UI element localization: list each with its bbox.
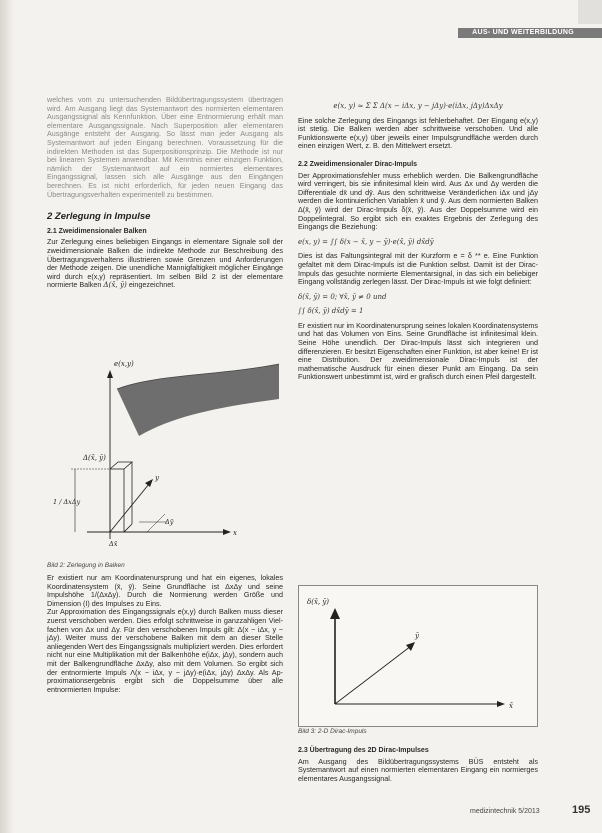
subsection-title-2-1: 2.1 Zweidimensionaler Balken: [47, 227, 147, 235]
height-label: 1 / ΔxΔy: [53, 498, 81, 506]
corner-tab: [578, 0, 602, 24]
y-axis-label: ȳ: [415, 632, 419, 640]
balken-symbol: Δ(x̄, ȳ): [103, 280, 127, 290]
right-column-lower: [298, 744, 538, 783]
x-axis-label: x: [233, 529, 237, 537]
z-axis-arrow: [107, 370, 113, 378]
right-paragraph-3: Dies ist das Faltungsintegral mit der Kurzform e = δ ** e. Eine Funktion gefaltet mit dem Dirac-Impuls ist die Funktion selbst. Damit ist der Dirac-Impuls das gesuchte normierte Elementarsignal, in das sich ein beliebiger Eingang vollständig zerlegen lässt. Der Dirac-Impuls ist wie folgt definiert:: [298, 251, 538, 287]
dirac-label: δ(x̄, ȳ): [307, 598, 330, 606]
balken-label: Δ(x̄, ȳ): [83, 454, 106, 462]
surface-label: e(x,y): [114, 360, 134, 368]
x-axis-label: x̄: [509, 702, 513, 710]
left-paragraph-2-text: Zur Zerlegung eines beliebigen Eingangs in elementare Signale soll der zweidimensionale Balken die indirekte Methode zur Beschreibung des Übertragungsverhaltens illustrieren sowie Grenzen und Anforderungen der Methode zeigen. Die unendliche Mannigfaltigkeit möglicher Eingänge wird durch e(x,y) repräsentiert. Im selben Bild 2 ist der elementare normierte Balken: [47, 237, 283, 290]
left-paragraph-3: Er existiert nur am Koordinatenursprung und hat ein eigenes, lokales Koordinatensystem (x̄, ȳ). Seine Grundfläche ist ΔxΔy und seine Impulshöhe 1/(ΔxΔy). Durch die Normierung werden Größe und Dimension (I) des Impulses zu Eins.: [47, 573, 283, 608]
left-paragraph-2-tail: eingezeichnet.: [128, 280, 176, 290]
left-paragraph-1: welches vom zu untersuchenden Bildübertragungssystem übertragen wird. Am Ausgang liegt das Systemantwort des normierten elementaren Ausgangssignal als Kennfunktion. Über eine Entnormierung erhält man elementare Ausgangssignale. Nach Superposition aller elementaren Ausgänge entsteht der Ausgang. So lässt man jeder Ausgang als Systemantwort auf jeden Eingang berechnen. Voraussetzung für die indirekten Methoden ist das Superpositionsprinzip. Die Methode ist nur bei linearen Systemen anwendbar. Mit Kenntnis einer einzigen Funktion, nämlich der Systemantwort auf ein normiertes elementares Eingangssignal, lassen sich alle Ausgänge aus den Eingängen berechnen. Es ist nicht erforderlich, für jeden neuen Eingang das Übertragungsverhalten experimentell zu bestimmen.: [47, 95, 283, 199]
dx-label: Δx̄: [109, 540, 118, 548]
right-paragraph-2: Der Approximationsfehler muss erheblich werden. Die Balkengrundfläche wird verringert, bis sie infinitesimal klein wird. Aus Δx und Δy werden die Differentiale dx̄ und dȳ. Aus den schrittweise Veränderlichen iΔx und jΔy werden die kontinuierlichen Variablen x̄ und ȳ. Aus dem normierten Balken Δ(x̄, ȳ) wird der Dirac-Impuls δ(x̄, ȳ). Aus der Doppelsumme wird ein Doppelintegral. So ergibt sich ein exaktes Ergebnis der Zerlegung des Eingangs die Beziehung:: [298, 170, 538, 232]
dy-dim: [147, 514, 165, 532]
y-axis-arrow: [406, 642, 415, 651]
balken-top: [110, 462, 132, 469]
figure-balken-svg: [47, 354, 283, 560]
right-paragraph-5: Am Ausgang des Bildübertragungssystems BÜS entsteht als Systemantwort auf einen normierten elementaren Eingang ein normierges elementares Ausgangssignal.: [298, 756, 538, 783]
right-paragraph-4: Er existiert nur im Koordinatenursprung seines lokalen Koordinatensystems und hat das Volumen von Eins. Seine Grundfläche ist infinitesimal klein. Seine Höhe unendlich. Der Dirac-Impuls lässt sich integrieren und differenzieren. Er besitzt Eigenschaften einer Funktion, ist aber keine! Er ist eine Distribution. Der zweidimensionale Dirac-Impuls ist der mathematische Ausdruck für einen dieser Punkt am Eingang. Da sein Funktionswert unbestimmt ist, wird er grafisch durch einen Pfeil dargestellt.: [298, 320, 538, 382]
left-column: [47, 96, 283, 290]
x-axis-arrow: [223, 529, 231, 535]
page-number: 195: [572, 804, 591, 816]
page-edge: [0, 0, 14, 833]
section-title-2: 2 Zerlegung in Impulse: [47, 211, 151, 223]
figure-dirac: [298, 585, 538, 727]
section-header: AUS- UND WEITERBILDUNG: [458, 28, 602, 38]
y-axis: [335, 646, 411, 704]
balken-bottom: [124, 524, 132, 532]
subsection-title-2-3: 2.3 Übertragung des 2D Dirac-Impulses: [298, 747, 429, 754]
right-paragraph-1: Eine solche Zerlegung des Eingangs ist fehlerbehaftet. Der Eingang e(x,y) ist stetig. Die Balken werden aber schrittweise verschoben. Und alle Funktionswerte e(x,y) über jeweils einer Impulsgrundfläche werden durch einen einzigen Wert, z. B. den Mittelwert ersetzt.: [298, 115, 538, 151]
x-axis-arrow: [497, 701, 505, 707]
right-column: [298, 96, 538, 382]
equation-dirac-def: δ(x̄, ȳ) = 0; ∀x̄, ȳ ≠ 0 und: [298, 292, 387, 301]
journal-name: medizintechnik 5/2013: [470, 808, 540, 815]
y-axis-label: y: [155, 474, 159, 482]
y-axis-arrow: [145, 479, 153, 487]
subsection-title-2-2: 2.2 Zweidimensionaler Dirac-Impuls: [298, 160, 418, 168]
left-paragraph-2: [47, 238, 283, 290]
equation-double-sum: e(x, y) ≈ Σ Σ Δ(x − iΔx, y − jΔy)·e(iΔx, jΔy)ΔxΔy: [333, 102, 503, 110]
figure-dirac-caption: Bild 3: 2-D Dirac-Impuls: [298, 728, 367, 735]
balken-front: [110, 469, 124, 532]
figure-dirac-svg: [299, 586, 537, 726]
left-column-lower: [47, 574, 283, 694]
y-axis: [110, 484, 149, 532]
left-paragraph-4: Zur Approximation des Eingangssignals e(x,y) durch Balken muss dieser zuerst verschoben werden. Dies erfolgt schrittweise in ganzzahligen Vielfachen von Δx und Δy. Für den verschobenen Impuls gilt: Δ(x − iΔx, y − jΔy). Weiter muss der verschobene Balken mit dem an dieser Stelle anliegenden Wert des Eingangssignals multipliziert werden. Dies erfordert nicht nur eine Multiplikation mit der Balkenhöhe e(iΔx, jΔy), sondern auch mit der Balkengrundfläche ΔxΔy, also mit dem Volumen. So ergibt sich der entnormierte Impuls Λ(x − iΔx, y − jΔy)·e(iΔx, jΔy) ΔxΔy. Als Approximationsergebnis ergibt sich die Doppelsumme über alle entnormierten Impulse:: [47, 607, 283, 694]
dy-label: Δȳ: [165, 518, 174, 526]
dirac-arrowhead: [330, 608, 340, 619]
equation-convolution: e(x, y) = ∫∫ δ(x − x̄, y − ȳ)·e(x̄, ȳ) dx̄dȳ: [298, 237, 434, 246]
figure-balken-caption: Bild 2: Zerlegung in Balken: [47, 562, 125, 569]
equation-dirac-volume: ∫∫ δ(x̄, ȳ) dx̄dȳ = 1: [298, 307, 364, 316]
figure-balken: [47, 354, 283, 560]
